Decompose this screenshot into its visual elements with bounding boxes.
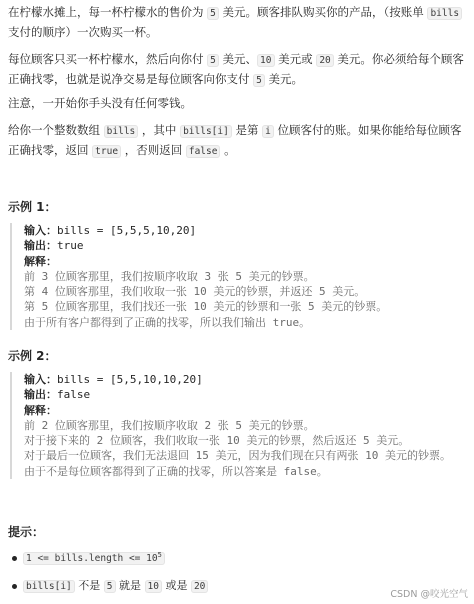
text: 美元。你必须给每个顾客正确找零，也就是说净交易是每位顾客向你支付 xyxy=(8,52,464,86)
text: 是第 xyxy=(235,123,259,137)
input-value: bills = [5,5,10,10,20] xyxy=(57,373,203,386)
inline-code: 20 xyxy=(316,54,333,67)
inline-code: true xyxy=(92,145,121,158)
example-2-output xyxy=(24,387,462,402)
hint-item-2 xyxy=(12,577,208,593)
intro-paragraph xyxy=(8,3,468,42)
text: 美元或 xyxy=(278,52,313,66)
example-1-heading: 示例 1： xyxy=(8,200,57,214)
text: 或是 xyxy=(165,579,188,592)
example-1-output xyxy=(24,238,462,253)
output-label: 输出： xyxy=(24,388,57,402)
explanation-line: 第 5 位顾客那里，我们找还一张 10 美元的钞票和一张 5 美元的钞票。 xyxy=(24,300,388,314)
bullet-icon xyxy=(12,584,17,589)
inline-code: 20 xyxy=(191,580,208,593)
example-2-input xyxy=(24,372,462,387)
text: 不是 xyxy=(78,579,101,592)
input-value: bills = [5,5,5,10,20] xyxy=(57,224,197,237)
input-label: 输入： xyxy=(24,373,57,386)
output-value: false xyxy=(57,388,91,402)
text: 给你一个整数数组 xyxy=(8,123,100,137)
text: 。 xyxy=(224,143,236,157)
inline-code: 10 xyxy=(257,54,274,67)
explanation-line: 由于所有客户都得到了正确的找零，所以我们输出 true。 xyxy=(24,315,311,329)
explanation-line: 对于最后一位顾客，我们无法退回 15 美元，因为我们现在只有两张 10 美元的钞票。 xyxy=(24,449,451,463)
code-text: 1 <= bills.length <= 10 xyxy=(26,553,158,565)
text: ，其中 xyxy=(141,123,177,137)
payment-paragraph xyxy=(8,50,468,90)
inline-code: 10 xyxy=(145,580,162,593)
explanation-label: 解释： xyxy=(24,403,57,417)
text: 支付的顺序）一次购买一杯。 xyxy=(8,25,158,39)
explanation-line: 前 2 位顾客那里，我们按顺序收取 2 张 5 美元的钞票。 xyxy=(24,418,315,432)
input-label: 输入： xyxy=(24,224,57,237)
watermark: CSDN @咬光空气 xyxy=(390,589,468,600)
inline-code: bills[i] xyxy=(180,125,232,138)
inline-code: 5 xyxy=(207,7,219,20)
explanation-line: 前 3 位顾客那里，我们按顺序收取 3 张 5 美元的钞票。 xyxy=(24,269,315,283)
explanation-line: 对于接下来的 2 位顾客，我们收取一张 10 美元的钞票，然后返还 5 美元。 xyxy=(24,434,410,448)
text: ，否则返回 xyxy=(124,143,183,157)
text: 位顾客付的账。如果你能给每位顾客正确找零，返回 xyxy=(8,123,462,157)
inline-code: bills[i] xyxy=(23,580,75,593)
example-2-block xyxy=(10,372,462,479)
inline-code xyxy=(23,552,165,565)
text: 美元、 xyxy=(222,52,258,66)
text: 美元。顾客排队购买你的产品，（按账单 xyxy=(222,5,424,19)
explanation-label: 解释： xyxy=(24,254,57,268)
inline-code: bills xyxy=(104,125,139,138)
example-1-block xyxy=(10,223,462,330)
bullet-icon xyxy=(12,556,17,561)
exponent: 5 xyxy=(157,551,162,559)
inline-code: i xyxy=(262,125,274,138)
explanation-line: 由于不是每位顾客都得到了正确的找零，所以答案是 false。 xyxy=(24,464,328,478)
inline-code: 5 xyxy=(253,74,265,87)
output-value: true xyxy=(57,239,84,253)
explanation-line: 第 4 位顾客那里，我们收取一张 10 美元的钞票，并返还 5 美元。 xyxy=(24,285,366,299)
note-paragraph: 注意，一开始你手头没有任何零钱。 xyxy=(8,96,192,110)
inline-code: 5 xyxy=(207,54,219,67)
text: 就是 xyxy=(119,579,141,592)
inline-code: bills xyxy=(427,7,462,20)
hint-item-1 xyxy=(12,551,165,564)
hints-heading: 提示： xyxy=(8,525,45,539)
example-2-explanation xyxy=(24,403,462,418)
text: 在柠檬水摊上，每一杯柠檬水的售价为 xyxy=(8,5,204,19)
output-label: 输出： xyxy=(24,239,57,253)
example-1-explanation xyxy=(24,254,462,269)
inline-code: 5 xyxy=(104,580,116,593)
inline-code: false xyxy=(186,145,221,158)
text: 美元。 xyxy=(268,72,304,86)
example-1-input xyxy=(24,223,462,238)
example-2-heading: 示例 2： xyxy=(8,349,57,363)
task-paragraph xyxy=(8,121,468,161)
text: 每位顾客只买一杯柠檬水，然后向你付 xyxy=(8,52,204,66)
